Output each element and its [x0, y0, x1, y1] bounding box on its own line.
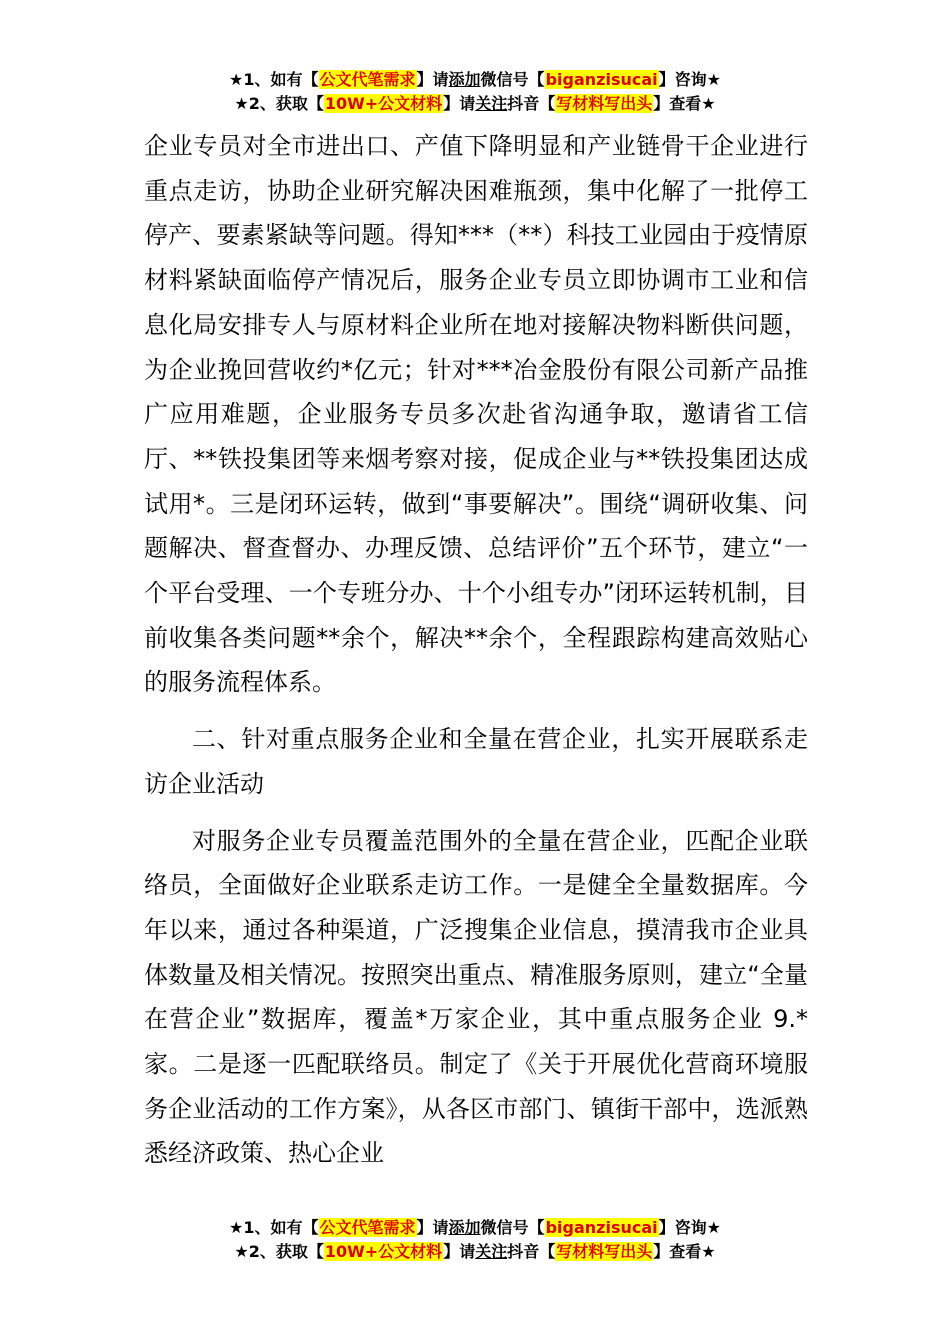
banner-text: 抖音【: [507, 1242, 556, 1261]
banner-text: 】请: [416, 1218, 449, 1237]
banner-text: ★1、如有【: [229, 1218, 319, 1237]
banner-highlight: 写材料写出头: [556, 1242, 653, 1261]
banner-highlight: 10W+公文材料: [324, 1242, 443, 1261]
banner-text: 】咨询★: [658, 1218, 721, 1237]
paragraph: 对服务企业专员覆盖范围外的全量在营企业，匹配企业联络员，全面做好企业联系走访工作。一是健全全量数据库。今年以来，通过各种渠道，广泛搜集企业信息，摸清我市企业具体数量及相关情况。按照突出重点、精准服务原则，建立“全量在营企业”数据库，覆盖*万家企业，其中重点服务企业 9.*家。二是逐一匹配联络员。制定了《关于开展优化营商环境服务企业活动的工作方案》，从各区市部门、镇街干部中，选派熟悉经济政策、热心企业: [144, 826, 808, 1168]
banner-line-2: [0, 92, 950, 116]
banner-text: 抖音【: [507, 94, 556, 113]
banner-text: 】请: [443, 94, 476, 113]
banner-text: 】请: [443, 1242, 476, 1261]
banner-highlight: 10W+公文材料: [324, 94, 443, 113]
footer-banner: [0, 1216, 950, 1264]
banner-text: 】查看★: [653, 1242, 716, 1261]
banner-text: 微信号【: [480, 1218, 545, 1237]
banner-text: 】请: [416, 70, 449, 89]
header-banner: [0, 68, 950, 116]
document-body: [144, 124, 808, 1176]
banner-text: 】查看★: [653, 94, 716, 113]
banner-line-2: [0, 1240, 950, 1264]
banner-highlight: 公文代笔需求: [319, 1218, 416, 1237]
banner-text: 微信号【: [480, 70, 545, 89]
banner-line-1: [0, 1216, 950, 1240]
banner-highlight: 公文代笔需求: [319, 70, 416, 89]
banner-text: ★2、获取【: [234, 1242, 324, 1261]
paragraph: 企业专员对全市进出口、产值下降明显和产业链骨干企业进行重点走访，协助企业研究解决困难瓶颈，集中化解了一批停工停产、要素紧缺等问题。得知***（**）科技工业园由于疫情原材料紧缺面临停产情况后，服务企业专员立即协调市工业和信息化局安排专人与原材料企业所在地对接解决物料断供问题，为企业挽回营收约*亿元；针对***冶金股份有限公司新产品推广应用难题，企业服务专员多次赴省沟通争取，邀请省工信厅、**铁投集团等来烟考察对接，促成企业与**铁投集团达成试用*。三是闭环运转，做到“事要解决”。围绕“调研收集、问题解决、督查督办、办理反馈、总结评价”五个环节，建立“一个平台受理、一个专班分办、十个小组专办”闭环运转机制，目前收集各类问题**余个，解决**余个，全程跟踪构建高效贴心的服务流程体系。: [144, 132, 808, 697]
banner-underlined: 关注: [475, 1242, 508, 1261]
banner-highlight: biganzisucai: [545, 70, 658, 89]
section-heading: 二、针对重点服务企业和全量在营企业，扎实开展联系走访企业活动: [144, 725, 808, 798]
banner-highlight: 写材料写出头: [556, 94, 653, 113]
banner-highlight: biganzisucai: [545, 1218, 658, 1237]
banner-underlined: 添加: [448, 70, 481, 89]
banner-underlined: 关注: [475, 94, 508, 113]
banner-underlined: 添加: [448, 1218, 481, 1237]
banner-text: ★2、获取【: [234, 94, 324, 113]
banner-text: 】咨询★: [658, 70, 721, 89]
banner-text: ★1、如有【: [229, 70, 319, 89]
banner-line-1: [0, 68, 950, 92]
